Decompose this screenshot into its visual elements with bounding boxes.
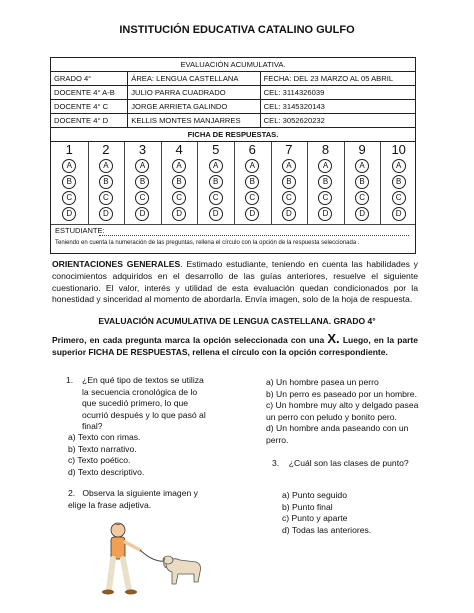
answer-sheet-label: FICHA DE RESPUESTAS. — [51, 128, 416, 142]
option-a[interactable]: a) Punto seguido — [282, 490, 347, 500]
header-cell: KELLIS MONTES MANJARRES — [128, 114, 260, 128]
answer-number: 1 — [65, 142, 73, 157]
header-row — [51, 114, 416, 128]
option-c[interactable]: c) Punto y aparte — [282, 513, 348, 524]
answer-number: 4 — [175, 142, 183, 157]
man-shirt — [111, 537, 125, 559]
option-c[interactable]: c) Un hombre muy alto y delgado pasea un perro con peludo y bonito pero. — [266, 400, 419, 422]
answer-bubble[interactable]: A — [172, 159, 186, 173]
answer-bubble[interactable]: C — [99, 191, 113, 205]
man-arm — [125, 542, 140, 550]
answer-column — [161, 142, 198, 224]
answer-bubble[interactable]: A — [355, 159, 369, 173]
man-legs — [109, 559, 129, 590]
header-row — [51, 100, 416, 114]
header-cell: CEL: 3145320143 — [260, 100, 415, 114]
answer-bubble[interactable]: D — [282, 207, 296, 221]
answer-bubble[interactable]: A — [62, 159, 76, 173]
question-2-options — [266, 377, 426, 447]
answer-number: 10 — [391, 142, 406, 157]
header-cell: FECHA: DEL 23 MARZO AL 05 ABRIL — [260, 72, 415, 86]
header-cell: ÁREA: LENGUA CASTELLANA — [128, 72, 260, 86]
header-row — [51, 86, 416, 100]
man-shoe — [125, 590, 137, 595]
answer-column — [380, 142, 417, 224]
question-number: 2. — [68, 488, 76, 498]
column-divider — [197, 142, 198, 224]
page-title: INSTITUCIÓN EDUCATIVA CATALINO GULFO — [119, 24, 355, 36]
column-divider — [124, 142, 125, 224]
answer-bubble[interactable]: B — [245, 175, 259, 189]
answer-bubble[interactable]: C — [172, 191, 186, 205]
question-1 — [66, 375, 216, 433]
header-row — [51, 72, 416, 86]
answer-number: 8 — [321, 142, 330, 157]
answer-bubble[interactable]: D — [355, 207, 369, 221]
instructions-x-mark: X. — [327, 331, 340, 346]
answer-number: 5 — [212, 142, 220, 157]
divider — [51, 224, 415, 225]
answer-number: 9 — [358, 142, 366, 157]
option-d[interactable]: d) Todas las anteriores. — [282, 524, 372, 535]
answer-bubble[interactable]: D — [172, 207, 186, 221]
answer-column — [88, 142, 125, 224]
general-orientations — [52, 259, 418, 306]
answer-column — [234, 142, 271, 224]
question-text: ¿Cuál son las clases de punto? — [288, 458, 409, 468]
column-divider — [307, 142, 308, 224]
answer-bubble[interactable]: D — [318, 207, 332, 221]
option-b[interactable]: b) Texto narrativo. — [68, 443, 137, 454]
question-text: ¿En qué tipo de textos se utiliza la secuencia cronológica de lo que sucedió primero, lo que ocurrió después y lo que pasó al final? — [82, 375, 206, 432]
answer-bubble[interactable]: A — [209, 159, 223, 173]
answer-bubble[interactable]: D — [245, 207, 259, 221]
answer-bubble[interactable]: A — [245, 159, 259, 173]
evaluation-title-cell: EVALUACIÓN ACUMULATIVA. — [51, 58, 416, 72]
question-number: 1. — [66, 375, 74, 385]
man-walking-dog-illustration — [96, 520, 206, 600]
answer-bubble[interactable]: D — [209, 207, 223, 221]
answer-sheet-note: Teniendo en cuenta la numeración de las preguntas, rellena el círculo con la opción de la respuesta seleccionada . — [55, 240, 360, 246]
answer-column — [271, 142, 308, 224]
column-divider — [344, 142, 345, 224]
option-b[interactable]: b) Un perro es paseado por un hombre. — [266, 388, 417, 399]
answer-number: 3 — [138, 142, 147, 157]
option-a[interactable]: a) Un hombre pasea un perro — [266, 377, 379, 387]
column-divider — [234, 142, 235, 224]
option-c[interactable]: c) Texto poético. — [68, 455, 131, 466]
answer-bubble[interactable]: A — [392, 159, 406, 173]
evaluation-subtitle: EVALUACIÓN ACUMULATIVA DE LENGUA CASTELLANA. GRADO 4° — [98, 316, 376, 326]
answer-number: 7 — [285, 142, 293, 157]
header-cell: JULIO PARRA CUADRADO — [128, 86, 260, 100]
answer-number: 6 — [248, 142, 256, 157]
answer-bubble[interactable]: C — [135, 191, 149, 205]
question-3-options — [282, 490, 371, 536]
answer-bubble[interactable]: C — [62, 191, 76, 205]
header-cell: DOCENTE 4° D — [51, 114, 128, 128]
answer-bubble[interactable]: A — [282, 159, 296, 173]
answer-bubble[interactable]: D — [99, 207, 113, 221]
answer-column — [197, 142, 234, 224]
column-divider — [271, 142, 272, 224]
column-divider — [161, 142, 162, 224]
answer-bubble[interactable]: B — [135, 175, 149, 189]
student-label: ESTUDIANTE: — [55, 226, 105, 235]
answer-bubble[interactable]: A — [318, 159, 332, 173]
answer-column — [124, 142, 161, 224]
answer-bubble[interactable]: C — [392, 191, 406, 205]
answer-column — [344, 142, 381, 224]
header-cell: DOCENTE 4° A-B — [51, 86, 128, 100]
header-cell: JORGE ARRIETA GALINDO — [128, 100, 260, 114]
evaluation-header-table — [50, 57, 416, 142]
man-head — [111, 523, 125, 537]
answer-bubble[interactable]: B — [172, 175, 186, 189]
answer-bubble[interactable]: C — [209, 191, 223, 205]
answer-bubble[interactable]: B — [392, 175, 406, 189]
header-cell: DOCENTE 4° C — [51, 100, 128, 114]
answer-bubble[interactable]: C — [245, 191, 259, 205]
header-cell: CEL: 3052620232 — [260, 114, 415, 128]
answer-bubble[interactable]: D — [392, 207, 406, 221]
question-1-options — [68, 432, 144, 478]
question-2 — [68, 488, 218, 511]
answer-sheet — [50, 141, 416, 254]
question-text: Observa la siguiente imagen y elige la frase adjetiva. — [68, 488, 198, 510]
column-divider — [88, 142, 89, 224]
question-number: 3. — [272, 458, 280, 468]
option-b[interactable]: b) Punto final — [282, 501, 333, 512]
instructions-part1: Primero, en cada pregunta marca la opción seleccionada con una — [52, 335, 328, 345]
answer-bubble[interactable]: B — [209, 175, 223, 189]
answer-bubble[interactable]: A — [135, 159, 149, 173]
answer-bubble[interactable]: A — [99, 159, 113, 173]
answer-bubble[interactable]: B — [318, 175, 332, 189]
header-cell: GRADO 4° — [51, 72, 128, 86]
answer-column — [307, 142, 344, 224]
header-cell: CEL: 3114326039 — [260, 86, 415, 100]
instructions — [52, 333, 418, 359]
instructions-part2: Luego, en la parte superior FICHA DE RESPUESTAS, rellena el círculo con la opción correspondiente. — [52, 335, 418, 357]
answer-bubble[interactable]: B — [355, 175, 369, 189]
answer-bubble[interactable]: B — [99, 175, 113, 189]
student-name-line[interactable] — [99, 235, 409, 236]
option-d[interactable]: d) Un hombre anda paseando con un perro. — [266, 423, 409, 445]
orientations-text: . Estimado estudiante, teniendo en cuenta las habilidades y conocimientos adquiridos en el desarrollo de las guías anteriores, resuelve el siguiente cuestionario. El valor, interés y utilidad de esta evaluación quedan condicionados por la honestidad y sinceridad al momento de abordarla. Envía imagen, solo de la hoja de respuesta. — [52, 259, 418, 305]
answer-bubble[interactable]: C — [318, 191, 332, 205]
option-a[interactable]: a) Texto con rimas. — [68, 432, 141, 442]
answer-bubble[interactable]: D — [62, 207, 76, 221]
question-3 — [272, 458, 409, 468]
answer-bubble[interactable]: D — [135, 207, 149, 221]
orientations-label: ORIENTACIONES GENERALES — [52, 259, 181, 269]
answer-number: 2 — [102, 142, 110, 157]
answer-bubble[interactable]: C — [355, 191, 369, 205]
man-shoe — [102, 590, 114, 595]
answer-bubble[interactable]: C — [282, 191, 296, 205]
answer-bubble[interactable]: B — [282, 175, 296, 189]
answer-bubble[interactable]: B — [62, 175, 76, 189]
answer-column — [51, 142, 88, 224]
column-divider — [380, 142, 381, 224]
option-d[interactable]: d) Texto descriptivo. — [68, 466, 145, 477]
